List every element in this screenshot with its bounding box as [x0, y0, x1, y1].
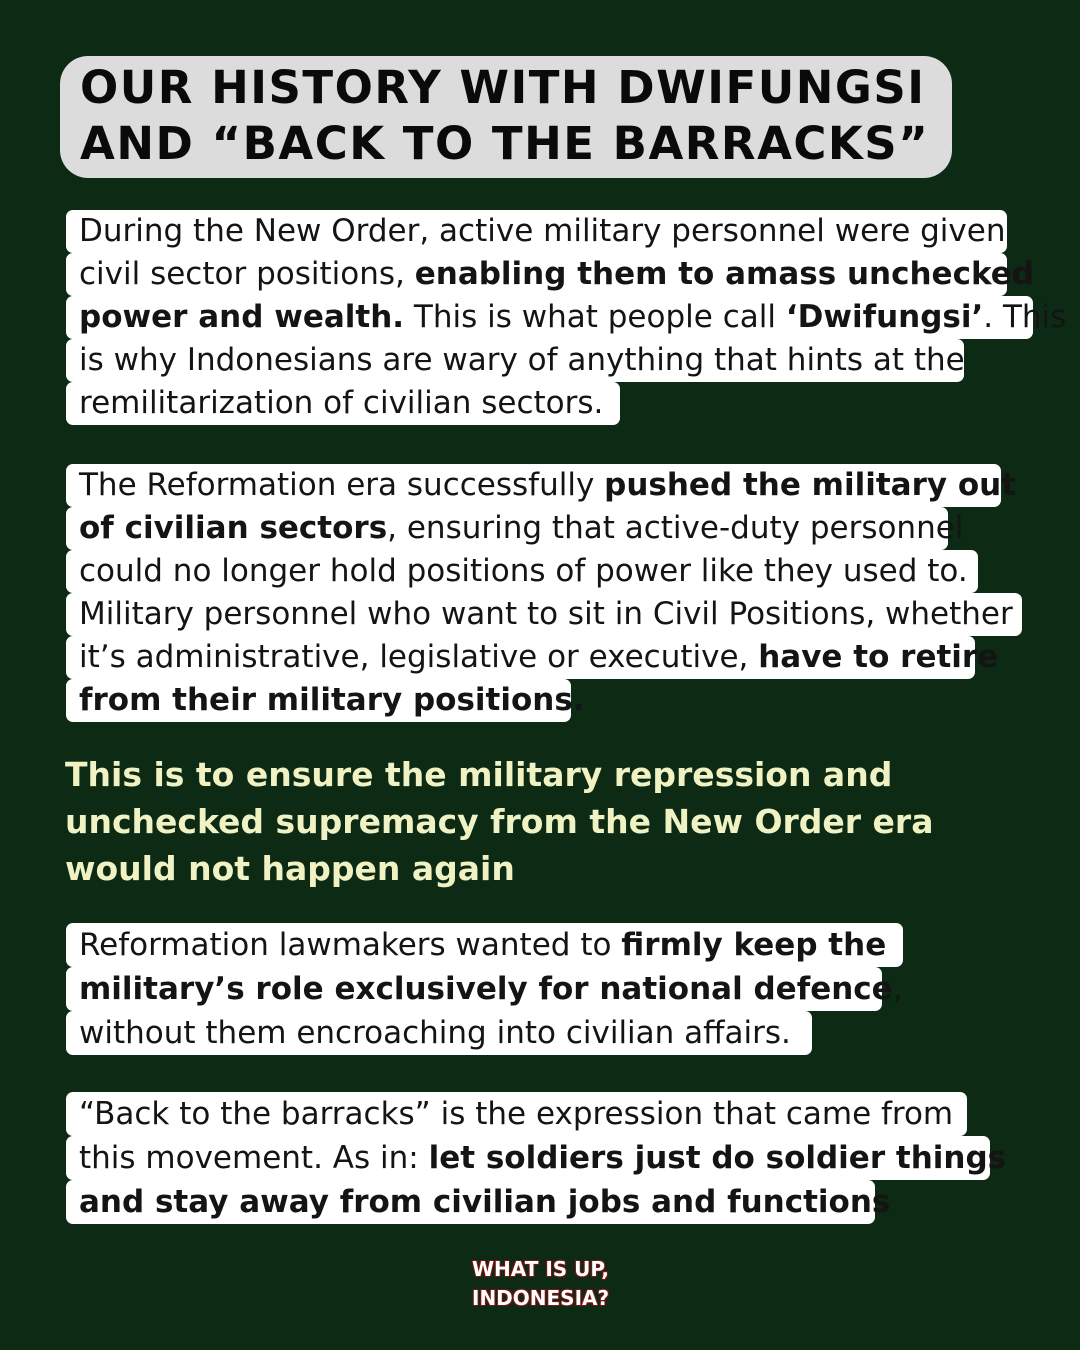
para2-line-3: could no longer hold positions of power like they used to.: [66, 550, 978, 593]
brand-logo-line-1: WHAT IS UP,: [472, 1257, 609, 1281]
para3-line-2: military’s role exclusively for national defence,: [66, 967, 882, 1011]
para1-line-2: civil sector positions, enabling them to amass unchecked: [66, 253, 1007, 296]
para1-line-4: is why Indonesians are wary of anything that hints at the: [66, 339, 964, 382]
page-title-line-1: OUR HISTORY WITH DWIFUNGSI: [80, 61, 926, 114]
para3-line-1: Reformation lawmakers wanted to firmly keep the: [66, 923, 903, 967]
para1-line-5: remilitarization of civilian sectors.: [66, 382, 620, 425]
page-title-line-2: AND “BACK TO THE BARRACKS”: [80, 117, 930, 170]
para2-line-1: The Reformation era successfully pushed the military out: [66, 464, 1001, 507]
para3-line-3: without them encroaching into civilian affairs.: [66, 1011, 812, 1055]
para4-line-2: this movement. As in: let soldiers just do soldier things: [66, 1136, 990, 1180]
para1-line-3: power and wealth. This is what people call ‘Dwifungsi’. This: [66, 296, 1033, 339]
highlight-line-2: unchecked supremacy from the New Order era: [65, 802, 934, 841]
para1-line-1: During the New Order, active military personnel were given: [66, 210, 1007, 253]
para2-line-5: it’s administrative, legislative or executive, have to retire: [66, 636, 975, 679]
para2-line-6: from their military positions.: [66, 679, 571, 722]
para4-line-1: “Back to the barracks” is the expression that came from: [66, 1092, 967, 1136]
highlight-line-3: would not happen again: [65, 849, 515, 888]
brand-logo-line-2: INDONESIA?: [472, 1286, 610, 1310]
para2-line-2: of civilian sectors, ensuring that active-duty personnel: [66, 507, 948, 550]
para2-line-4: Military personnel who want to sit in Civil Positions, whether: [66, 593, 1022, 636]
para4-line-3: and stay away from civilian jobs and functions: [66, 1180, 875, 1224]
highlight-line-1: This is to ensure the military repression and: [65, 755, 893, 794]
